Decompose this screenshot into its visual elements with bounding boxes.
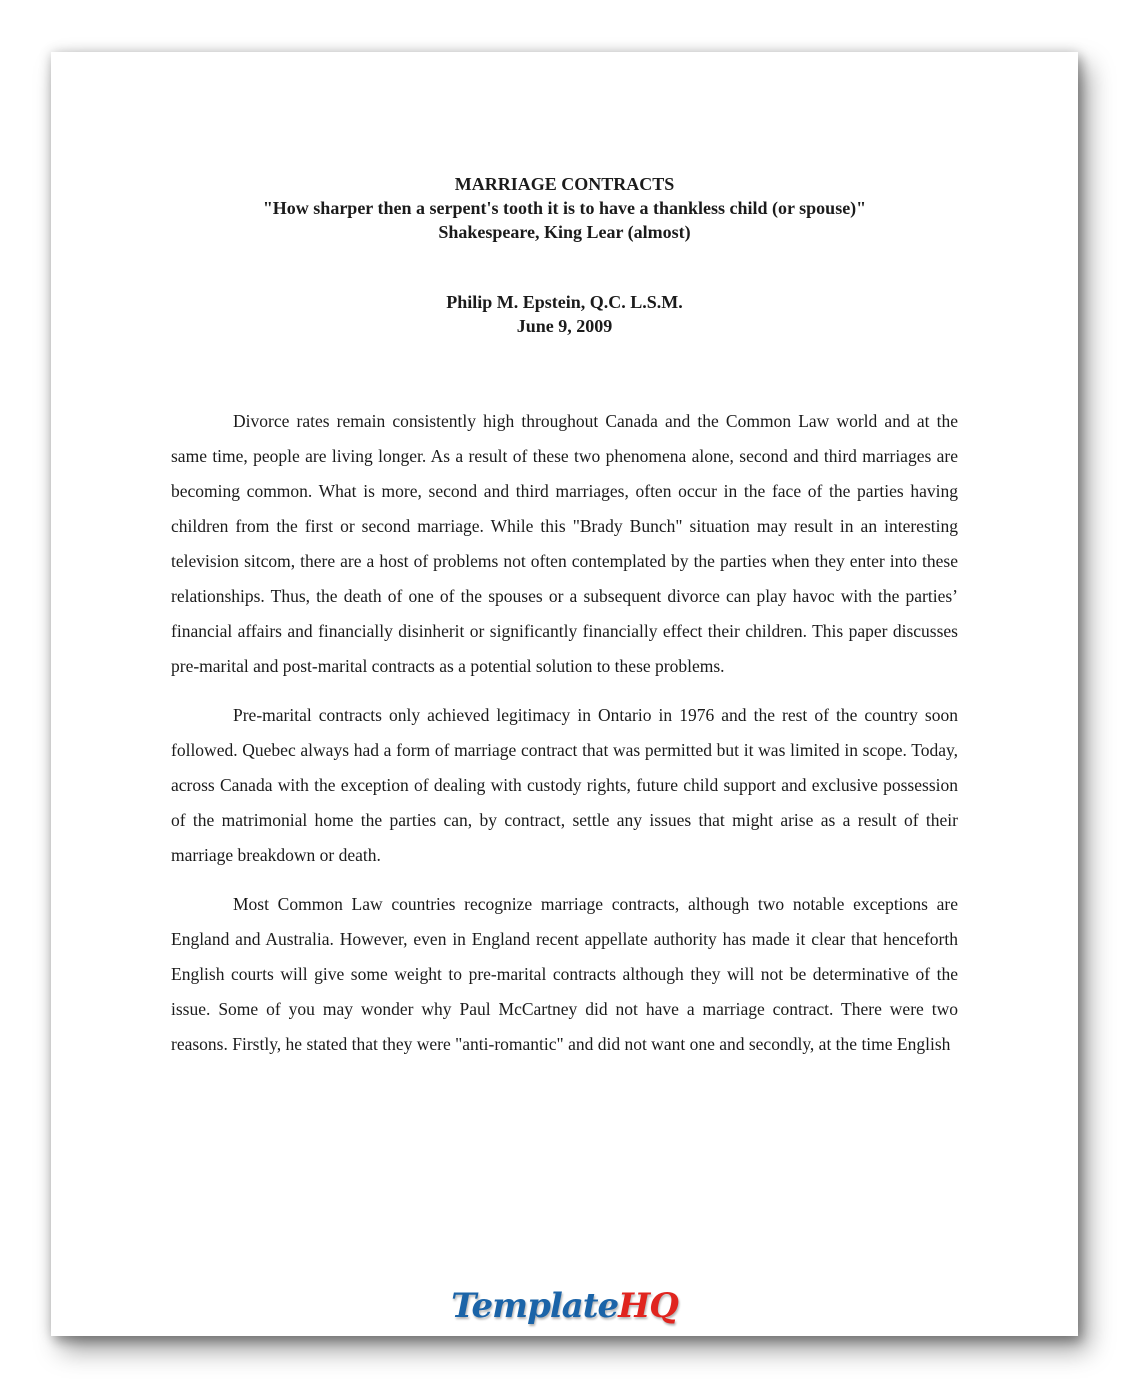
templatehq-logo-template-text: Template — [451, 1286, 619, 1326]
document-body — [171, 404, 958, 1062]
paragraph-3: Most Common Law countries recognize marriage contracts, although two notable exceptions are England and Australia. However, even in England recent appellate authority has made it clear that henceforth English courts will give some weight to pre-marital contracts although they will not be determinative of the issue. Some of you may wonder why Paul McCartney did not have a marriage contract. There were two reasons. Firstly, he stated that they were "anti-romantic" and did not want one and secondly, at the time English — [171, 894, 958, 1054]
templatehq-logo — [51, 1286, 1078, 1326]
document-page — [51, 52, 1078, 1336]
document-quote: "How sharper then a serpent's tooth it is to have a thankless child (or spouse)" — [262, 198, 867, 218]
paragraph-1: Divorce rates remain consistently high throughout Canada and the Common Law world and at the same time, people are living longer. As a result of these two phenomena alone, second and third marriages are becoming common. What is more, second and third marriages, often occur in the face of the parties having children from the first or second marriage. While this "Brady Bunch" situation may result in an interesting television sitcom, there are a host of problems not often contemplated by the parties when they enter into these relationships. Thus, the death of one of the spouses or a subsequent divorce can play havoc with the parties’ financial affairs and financially disinherit or significantly financially effect their children. This paper discusses pre-marital and post-marital contracts as a potential solution to these problems. — [171, 411, 958, 676]
templatehq-logo-hq-text: HQ — [618, 1286, 678, 1326]
quote-attribution: Shakespeare, King Lear (almost) — [438, 222, 691, 242]
author-block — [171, 290, 958, 338]
author-name: Philip M. Epstein, Q.C. L.S.M. — [446, 292, 683, 312]
paragraph-2: Pre-marital contracts only achieved legitimacy in Ontario in 1976 and the rest of the country soon followed. Quebec always had a form of marriage contract that was permitted but it was limited in scope. Today, across Canada with the exception of dealing with custody rights, future child support and exclusive possession of the matrimonial home the parties can, by contract, settle any issues that might arise as a result of their marriage breakdown or death. — [171, 705, 958, 865]
document-title: MARRIAGE CONTRACTS — [454, 174, 675, 194]
document-header — [171, 172, 958, 244]
document-date: June 9, 2009 — [516, 316, 613, 336]
document-content — [171, 172, 958, 1076]
